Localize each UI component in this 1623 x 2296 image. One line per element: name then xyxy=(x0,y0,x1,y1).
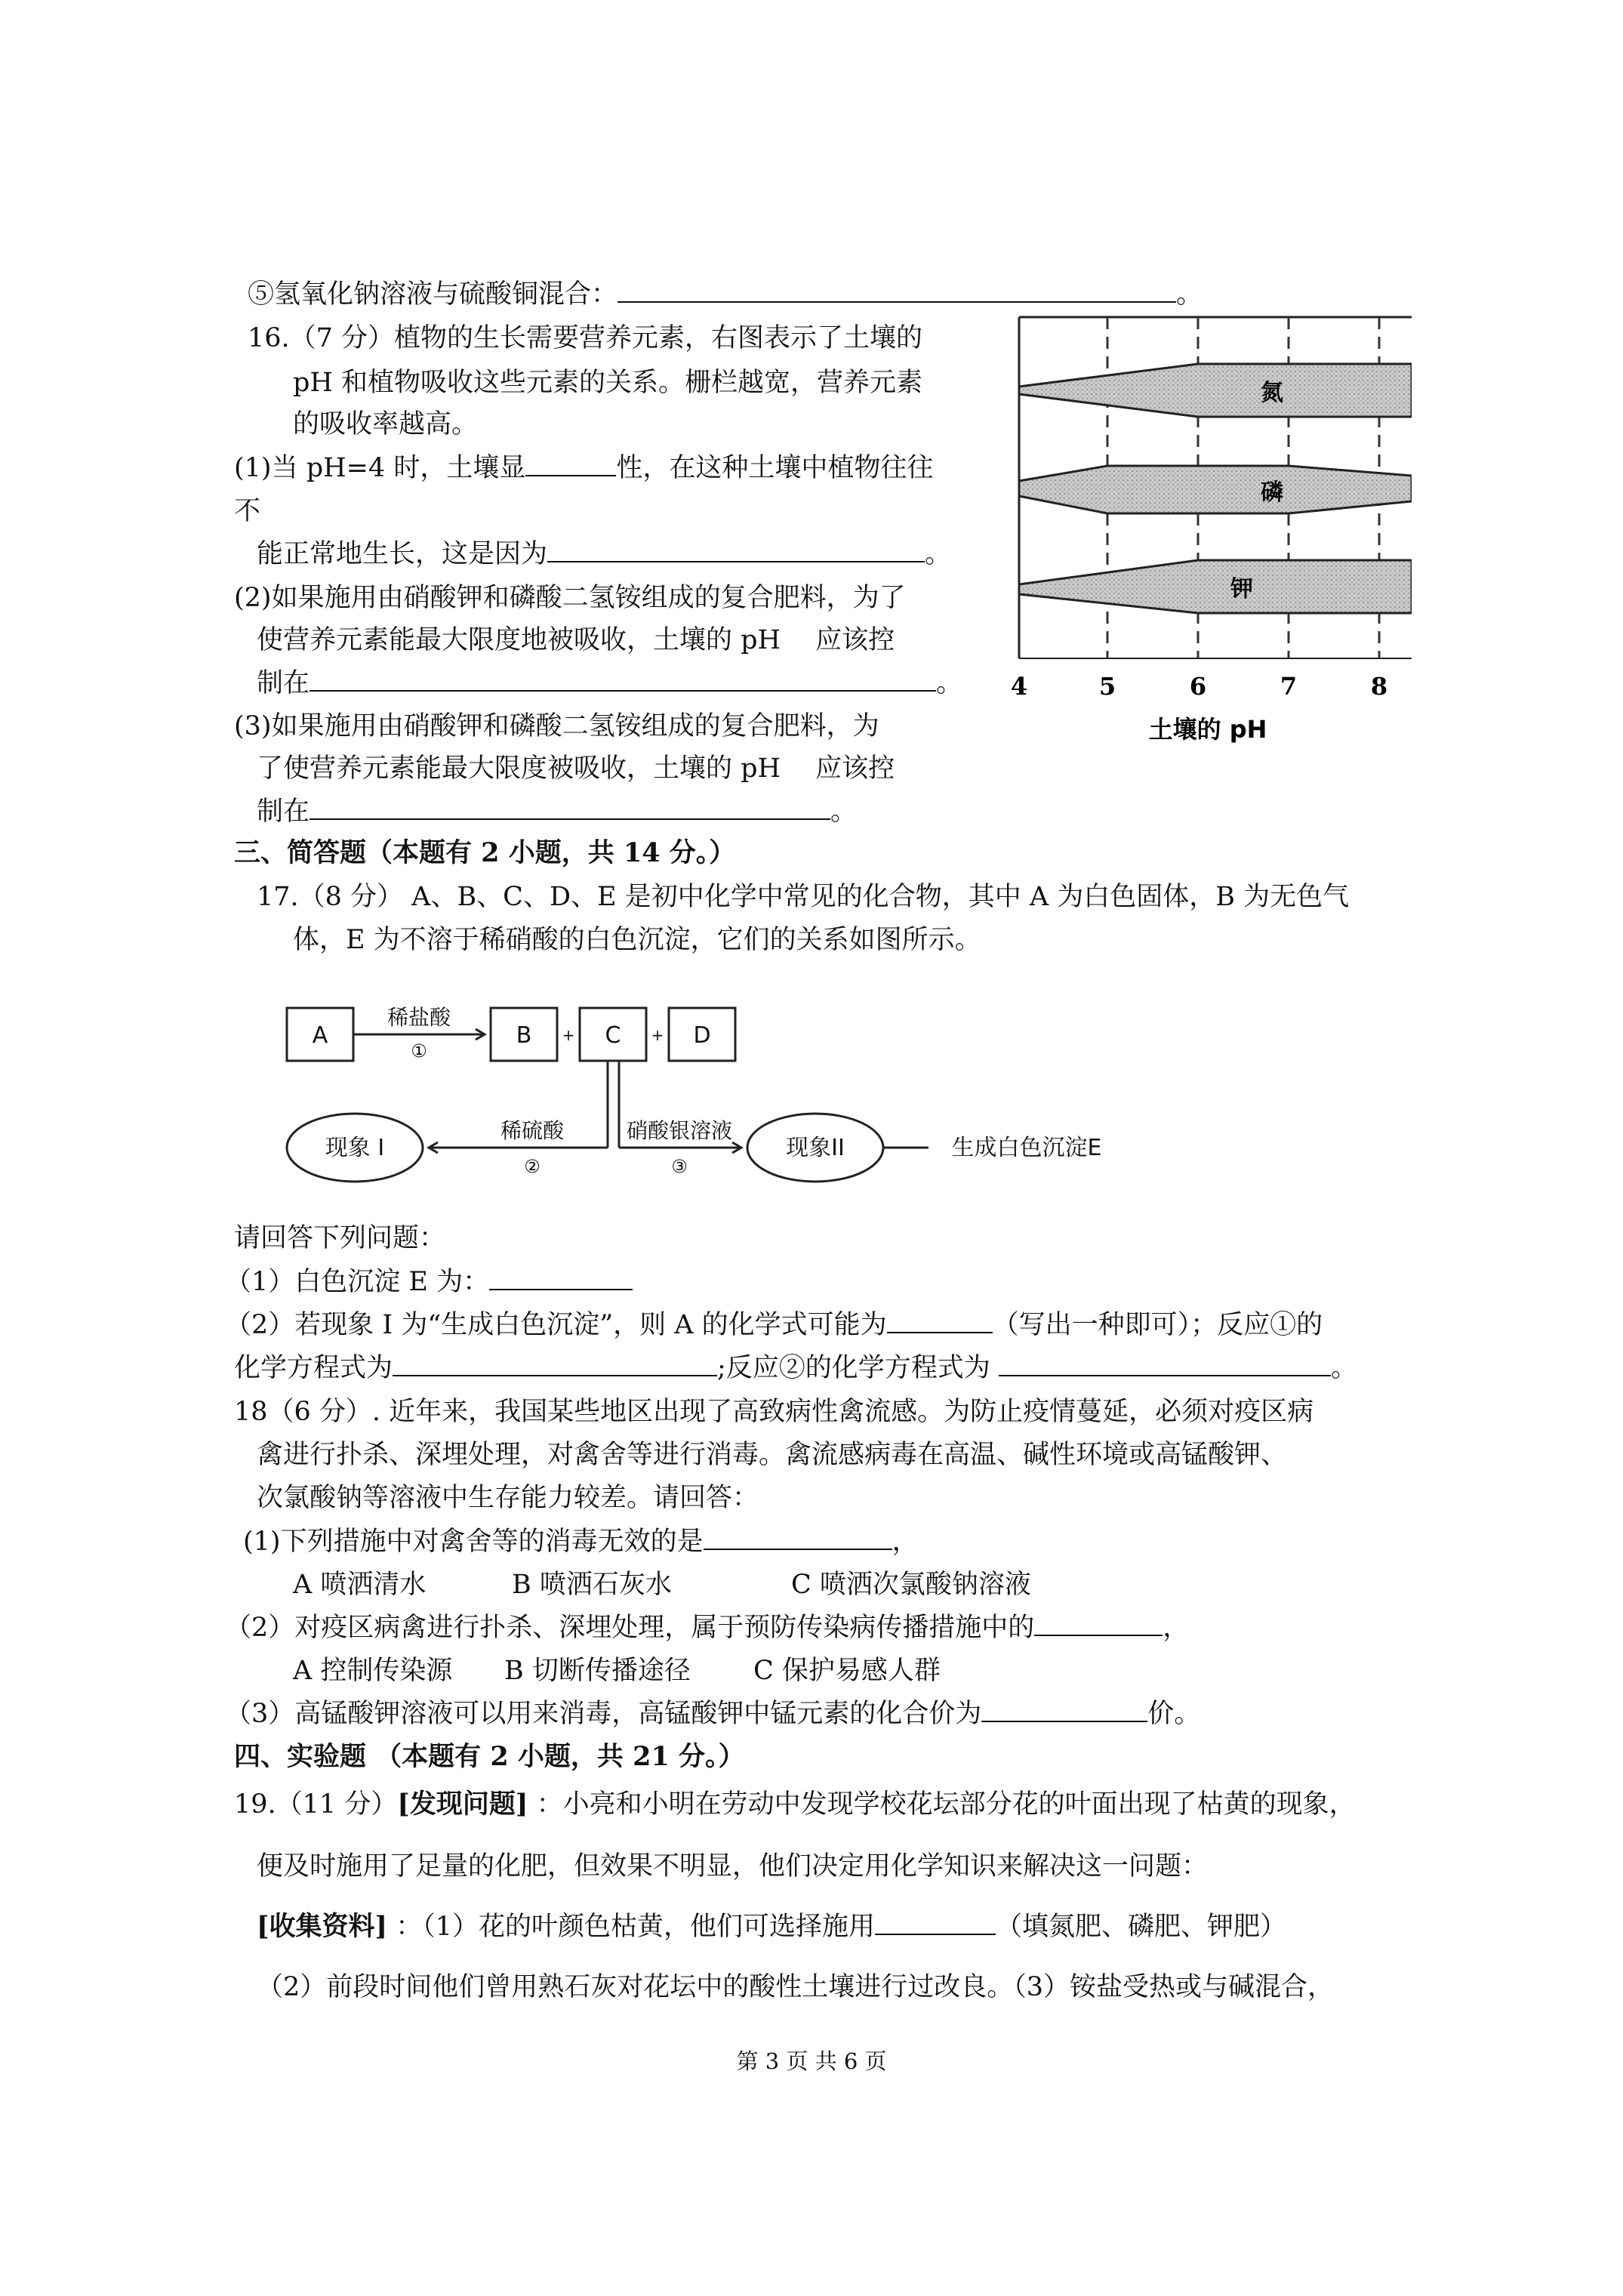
q16-part3-line1: (3)如果施用由硝酸钾和磷酸二氢铵组成的复合肥料，为 xyxy=(234,711,879,741)
ph-tick-8: 8 xyxy=(1370,672,1388,701)
answer-blank[interactable] xyxy=(999,1352,1331,1376)
option-B: B 喷洒石灰水 xyxy=(512,1570,672,1600)
band-label-nitrogen: 氮 xyxy=(1261,380,1283,406)
answer-blank[interactable] xyxy=(525,452,616,476)
q16-line1: 16.（7 分）植物的生长需要营养元素，右图表示了土壤的 xyxy=(248,323,923,353)
ph-tick-6: 6 xyxy=(1189,672,1207,701)
plus-1: + xyxy=(562,1026,575,1044)
q17-part2-line2: 化学方程式为 ;反应②的化学方程式为 。 xyxy=(234,1353,1357,1383)
result-label: 生成白色沉淀E xyxy=(951,1135,1102,1161)
q18-part2-options xyxy=(293,1654,941,1687)
q16-part1-reason: 能正常地生长，这是因为 。 xyxy=(257,539,952,569)
ph-tick-4: 4 xyxy=(1010,672,1028,701)
step-2: ② xyxy=(524,1156,540,1177)
answer-blank[interactable] xyxy=(310,796,830,820)
plus-2: + xyxy=(651,1026,664,1044)
q18-part1: (1)下列措施中对禽舍等的消毒无效的是 ， xyxy=(243,1527,919,1557)
page-footer: 第 3 页 共 6 页 xyxy=(736,2048,887,2074)
ph-tick-7: 7 xyxy=(1280,672,1298,701)
q16-part3-line3: 制在 。 xyxy=(257,797,858,827)
reagent-agno3: 硝酸银溶液 xyxy=(626,1118,733,1143)
section-3-heading: 三、简答题（本题有 2 小题，共 14 分。） xyxy=(234,837,736,868)
answer-blank[interactable] xyxy=(393,1352,717,1376)
q19-line1: 19.（11 分）[发现问题] ：小亮和小明在劳动中发现学校花坛部分花的叶面出现了枯黄的现象， xyxy=(234,1789,1356,1820)
q18-part3: （3）高锰酸钾溶液可以用来消毒，高锰酸钾中锰元素的化合价为 价。 xyxy=(225,1699,1201,1729)
band-label-potassium: 钾 xyxy=(1230,576,1253,603)
q16-part2-line3: 制在 。 xyxy=(257,668,963,698)
reagent-h2so4: 稀硫酸 xyxy=(500,1118,565,1143)
q18-part1-options xyxy=(293,1568,1031,1601)
answer-blank[interactable] xyxy=(310,667,936,692)
answer-blank[interactable] xyxy=(981,1698,1147,1722)
q17-part2-line1: （2）若现象 I 为“生成白色沉淀”，则 A 的化学式可能为 （写出一种即可）；反应①的 xyxy=(225,1310,1323,1340)
reagent-hcl: 稀盐酸 xyxy=(387,1005,451,1030)
q16-line2: pH 和植物吸收这些元素的关系。栅栏越宽，营养元素 xyxy=(293,368,923,398)
q18-line2: 禽进行扑杀、深埋处理，对禽舍等进行消毒。禽流感病毒在高温、碱性环境或高锰酸钾、 xyxy=(257,1440,1288,1470)
q16-line3: 的吸收率越高。 xyxy=(293,409,479,439)
reaction-flow-diagram xyxy=(272,985,1147,1212)
q19-line4: （2）前段时间他们曾用熟石灰对花坛中的酸性土壤进行过改良。（3）铵盐受热或与碱混合， xyxy=(257,1972,1335,2002)
q15-item5-text: ⑤氢氧化钠溶液与硫酸铜混合： xyxy=(248,279,618,310)
q16-part3-line2: 了使营养元素能最大限度被吸收，土壤的 pH 应该控 xyxy=(257,754,895,784)
option-A: A 喷洒清水 xyxy=(293,1570,427,1600)
answer-blank[interactable] xyxy=(875,1911,996,1935)
q19-line2: 便及时施用了足量的化肥，但效果不明显，他们决定用化学知识来解决这一问题： xyxy=(257,1851,1209,1881)
ph-axis-label: 土壤的 pH xyxy=(1148,715,1267,744)
q16-part1-wrap: 不 xyxy=(234,496,261,526)
q18-line1: 18（6 分）. 近年来，我国某些地区出现了高致病性禽流感。为防止疫情蔓延，必须对疫区病 xyxy=(234,1397,1314,1427)
label-B: B xyxy=(516,1022,532,1049)
q16-part2-line2: 使营养元素能最大限度地被吸收，土壤的 pH 应该控 xyxy=(257,625,895,655)
q15-item5: ⑤氢氧化钠溶液与硫酸铜混合： 。 xyxy=(248,279,1203,310)
q17-line1: 17.（8 分） A、B、C、D、E 是初中化学中常见的化合物，其中 A 为白色固体，B 为无色气 xyxy=(257,882,1350,912)
answer-blank[interactable] xyxy=(887,1309,993,1333)
label-A: A xyxy=(312,1022,328,1049)
phenomenon-2-label: 现象II xyxy=(786,1135,845,1161)
answer-blank[interactable] xyxy=(617,279,1176,303)
label-D: D xyxy=(693,1022,711,1049)
q18-line3: 次氯酸钠等溶液中生存能力较差。请回答： xyxy=(257,1483,759,1513)
label-C: C xyxy=(605,1022,621,1049)
q18-part2: （2）对疫区病禽进行扑杀、深埋处理，属于预防传染病传播措施中的 ， xyxy=(225,1613,1190,1643)
option-C: C 喷洒次氯酸钠溶液 xyxy=(791,1570,1031,1600)
soil-ph-figure xyxy=(1004,311,1412,749)
answer-blank[interactable] xyxy=(704,1526,892,1550)
section-4-heading: 四、实验题 （本题有 2 小题，共 21 分。） xyxy=(234,1741,745,1772)
phenomenon-1-label: 现象 I xyxy=(325,1135,385,1161)
q16-part1: (1)当 pH=4 时，土壤显 性，在这种土壤中植物往往 xyxy=(234,453,934,483)
answer-blank[interactable] xyxy=(489,1266,633,1290)
band-phosphorus xyxy=(1019,466,1412,513)
step-3: ③ xyxy=(671,1156,688,1177)
step-1: ① xyxy=(411,1040,427,1062)
ph-tick-5: 5 xyxy=(1098,672,1116,701)
answer-blank[interactable] xyxy=(547,538,925,562)
q17-part1: （1）白色沉淀 E 为： xyxy=(225,1265,633,1299)
option-C: C 保护易感人群 xyxy=(753,1656,941,1686)
q19-line3: [收集资料] ：（1）花的叶颜色枯黄，他们可选择施用 （填氮肥、磷肥、钾肥） xyxy=(257,1911,1287,1942)
option-A: A 控制传染源 xyxy=(293,1656,453,1686)
q16-part2-line1: (2)如果施用由硝酸钾和磷酸二氢铵组成的复合肥料，为了 xyxy=(234,583,906,613)
q17-ask: 请回答下列问题： xyxy=(234,1223,446,1253)
q17-line2: 体，E 为不溶于稀硝酸的白色沉淀，它们的关系如图所示。 xyxy=(293,925,981,955)
band-potassium xyxy=(1019,560,1412,613)
option-B: B 切断传播途径 xyxy=(504,1656,691,1686)
band-nitrogen xyxy=(1019,364,1412,417)
answer-blank[interactable] xyxy=(1034,1612,1163,1636)
band-label-phosphorus: 磷 xyxy=(1261,479,1283,506)
